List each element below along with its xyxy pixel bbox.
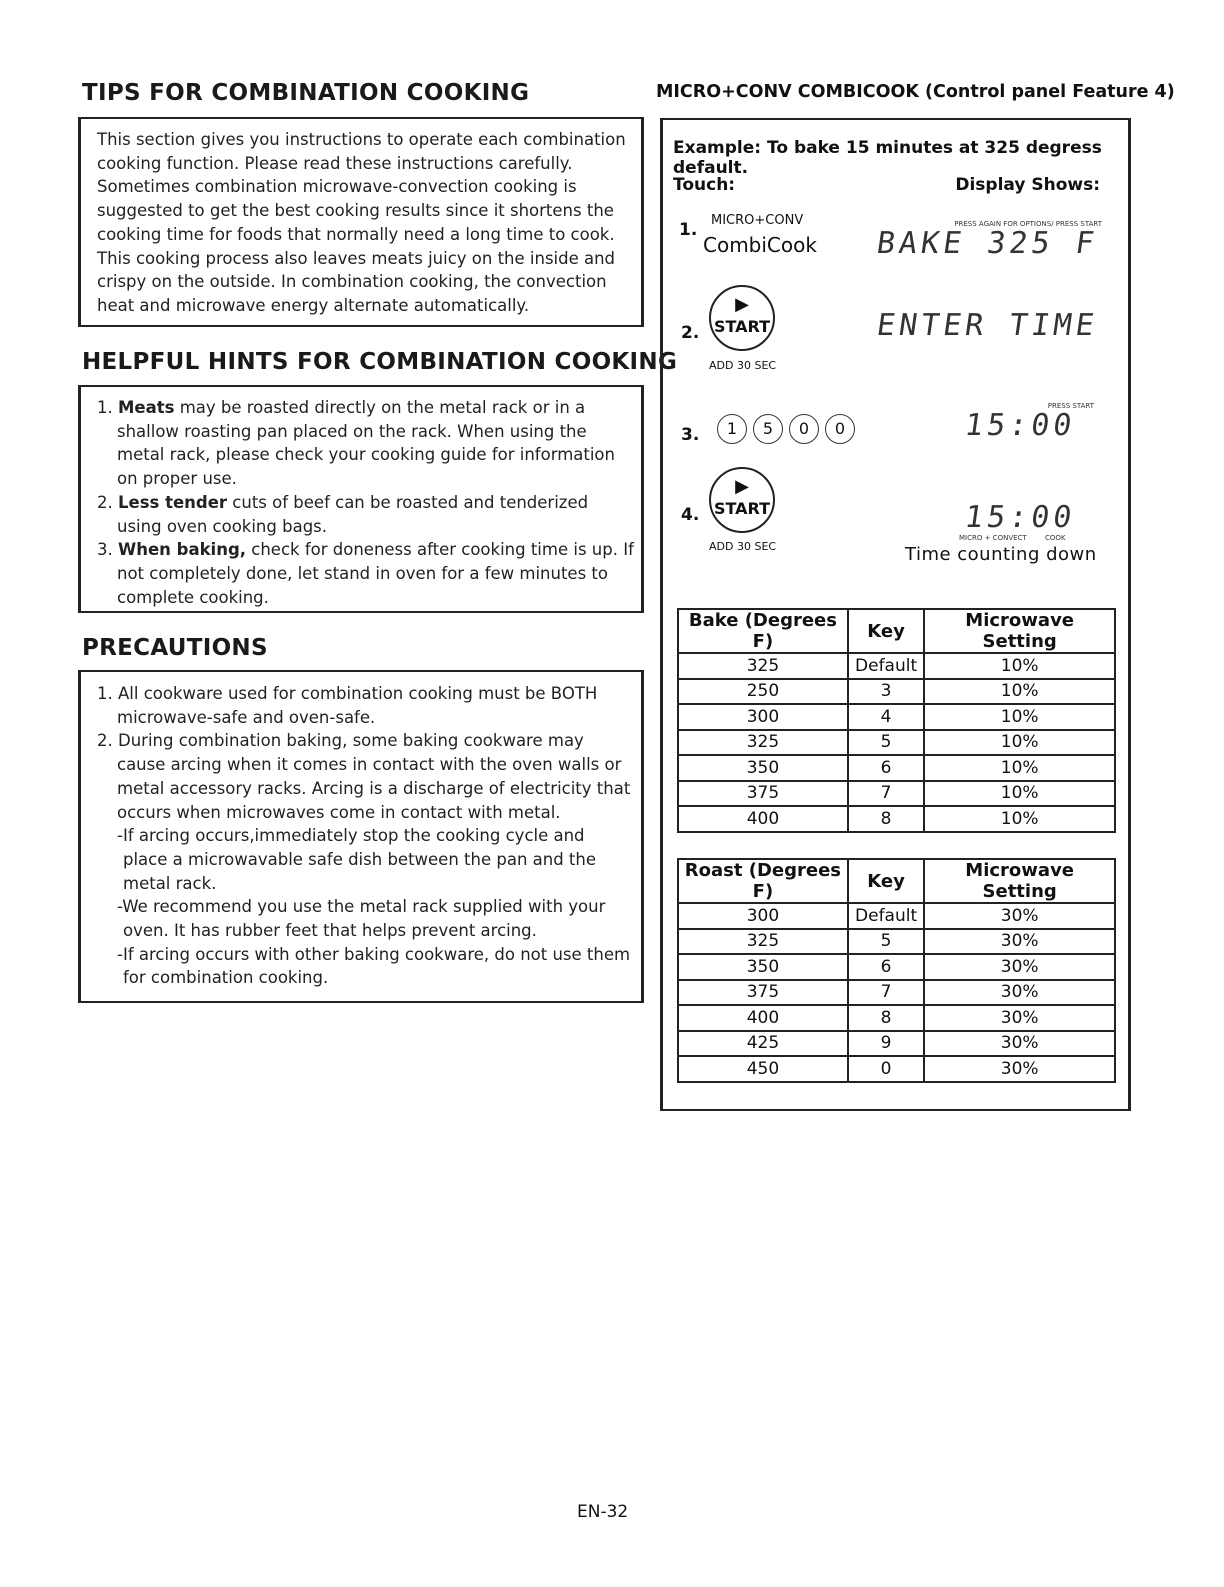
table-cell: 10% bbox=[924, 730, 1115, 756]
add-30-sec-label: ADD 30 SEC bbox=[709, 540, 777, 553]
add-30-sec-label: ADD 30 SEC bbox=[709, 359, 777, 372]
table-cell: 375 bbox=[678, 781, 848, 807]
item-number: 3. bbox=[97, 540, 113, 560]
play-icon: ▶ bbox=[735, 476, 749, 497]
hints-box bbox=[78, 385, 644, 613]
table-cell: 6 bbox=[848, 954, 924, 980]
digit-key-0[interactable]: 0 bbox=[825, 414, 855, 444]
precaution-item bbox=[81, 682, 631, 729]
column-header: Bake (Degrees F) bbox=[678, 609, 848, 653]
table-cell: 400 bbox=[678, 1005, 848, 1031]
table-row bbox=[678, 980, 1115, 1006]
column-header: Key bbox=[848, 609, 924, 653]
precaution-subitem: -If arcing occurs with other baking cookware, do not use them for combination cooking. bbox=[117, 944, 631, 988]
combi-title: MICRO+CONV COMBICOOK (Control panel Feature 4) bbox=[656, 82, 1175, 102]
lcd-display: ENTER TIME bbox=[874, 308, 1101, 343]
table-row bbox=[678, 903, 1115, 929]
table-row bbox=[678, 806, 1115, 832]
table-cell: 300 bbox=[678, 903, 848, 929]
tips-line: This section gives you instructions to operate each combination bbox=[97, 130, 626, 149]
bake-table bbox=[677, 608, 1116, 833]
hint-text: may be roasted directly on the metal rack or in a shallow roasting pan placed on the rack. When using the metal rack, please check your cooking guide for information on proper use. bbox=[117, 398, 615, 489]
key-small-label: MICRO+CONV bbox=[711, 213, 804, 228]
tips-line: suggested to get the best cooking results since it shortens the bbox=[97, 201, 614, 221]
table-row bbox=[678, 1005, 1115, 1031]
table-cell: 10% bbox=[924, 704, 1115, 730]
table-row bbox=[678, 755, 1115, 781]
table-cell: 30% bbox=[924, 954, 1115, 980]
start-button[interactable] bbox=[709, 467, 775, 533]
digit-key-1[interactable]: 1 bbox=[717, 414, 747, 444]
hint-keyword: When baking, bbox=[118, 540, 247, 560]
column-header: Roast (Degrees F) bbox=[678, 859, 848, 903]
touch-label: Touch: bbox=[673, 175, 736, 195]
item-number: 2. bbox=[97, 731, 113, 751]
precautions-box bbox=[78, 670, 644, 1003]
precaution-item bbox=[81, 729, 631, 824]
table-row bbox=[678, 954, 1115, 980]
header-row bbox=[678, 609, 1115, 653]
table-cell: 350 bbox=[678, 954, 848, 980]
table-cell: 7 bbox=[848, 781, 924, 807]
digit-key-5[interactable]: 5 bbox=[753, 414, 783, 444]
table-cell: 10% bbox=[924, 806, 1115, 832]
example-text: Example: To bake 15 minutes at 325 degress default. bbox=[673, 138, 1102, 178]
precaution-text: During combination baking, some baking cookware may cause arcing when it comes in contact with the oven walls or metal accessory racks. Arcing is a discharge of electricity that occurs when microwaves come in contact with metal. bbox=[117, 731, 631, 822]
table-cell: 10% bbox=[924, 781, 1115, 807]
table-row bbox=[678, 730, 1115, 756]
tips-line: cooking time for foods that normally need a long time to cook. bbox=[97, 224, 615, 244]
display-shows-label: Display Shows: bbox=[955, 175, 1100, 195]
table-cell: 325 bbox=[678, 653, 848, 679]
header-row bbox=[678, 859, 1115, 903]
item-number: 1. bbox=[97, 684, 113, 703]
digit-key-0[interactable]: 0 bbox=[789, 414, 819, 444]
step-number: 4. bbox=[681, 505, 700, 525]
hint-keyword: Meats bbox=[118, 398, 175, 417]
table-cell: 30% bbox=[924, 1005, 1115, 1031]
page-number: EN-32 bbox=[577, 1502, 629, 1522]
table-cell: 30% bbox=[924, 980, 1115, 1006]
display-caption: Time counting down bbox=[905, 544, 1097, 565]
hint-text: cuts of beef can be roasted and tenderized using oven cooking bags. bbox=[117, 492, 589, 536]
hint-text: check for doneness after cooking time is up. If not completely done, let stand in oven for a few minutes to complete cooking. bbox=[117, 540, 634, 607]
table-cell: 350 bbox=[678, 755, 848, 781]
combicook-key[interactable]: CombiCook bbox=[703, 233, 817, 257]
lcd-display: 15:00 bbox=[962, 408, 1078, 443]
start-button[interactable] bbox=[709, 285, 775, 351]
hint-keyword: Less tender bbox=[118, 492, 228, 512]
table-cell: 6 bbox=[848, 755, 924, 781]
table-cell: 10% bbox=[924, 653, 1115, 679]
table-cell: 5 bbox=[848, 730, 924, 756]
roast-table bbox=[677, 858, 1116, 1083]
table-cell: 8 bbox=[848, 806, 924, 832]
tips-line: This cooking process also leaves meats juicy on the inside and bbox=[97, 248, 616, 268]
table-row bbox=[678, 781, 1115, 807]
digit-keys bbox=[717, 414, 861, 444]
precautions-title: PRECAUTIONS bbox=[82, 635, 268, 661]
table-cell: 7 bbox=[848, 980, 924, 1006]
tips-line: heat and microwave energy alternate automatically. bbox=[97, 295, 530, 315]
start-label: START bbox=[713, 317, 771, 336]
start-label: START bbox=[713, 499, 771, 518]
table-cell: 425 bbox=[678, 1031, 848, 1057]
hint-item bbox=[81, 396, 635, 491]
table-cell: 30% bbox=[924, 903, 1115, 929]
step-number: 1. bbox=[679, 220, 698, 240]
display-note: PRESS START bbox=[1047, 402, 1094, 410]
hint-item bbox=[81, 491, 635, 538]
item-number: 1. bbox=[97, 398, 113, 417]
display-note: PRESS AGAIN FOR OPTIONS/ PRESS START bbox=[954, 220, 1102, 228]
table-cell: 325 bbox=[678, 929, 848, 955]
table-row bbox=[678, 1056, 1115, 1082]
step-number: 2. bbox=[681, 323, 700, 343]
table-cell: 8 bbox=[848, 1005, 924, 1031]
table-cell: 10% bbox=[924, 755, 1115, 781]
table-cell: 450 bbox=[678, 1056, 848, 1082]
tips-title: TIPS FOR COMBINATION COOKING bbox=[82, 80, 530, 106]
table-cell: 300 bbox=[678, 704, 848, 730]
lcd-display: 15:00 bbox=[962, 500, 1078, 535]
table-cell: 5 bbox=[848, 929, 924, 955]
table-cell: 30% bbox=[924, 1056, 1115, 1082]
column-header: Microwave Setting bbox=[924, 609, 1115, 653]
table-cell: 10% bbox=[924, 679, 1115, 705]
table-cell: 3 bbox=[848, 679, 924, 705]
table-cell: Default bbox=[848, 653, 924, 679]
table-row bbox=[678, 929, 1115, 955]
precaution-subitem: -We recommend you use the metal rack supplied with your oven. It has rubber feet that helps prevent arcing. bbox=[117, 897, 606, 941]
table-cell: 4 bbox=[848, 704, 924, 730]
tips-line: Sometimes combination microwave-convection cooking is bbox=[97, 177, 577, 197]
table-cell: Default bbox=[848, 903, 924, 929]
table-cell: 325 bbox=[678, 730, 848, 756]
table-cell: 30% bbox=[924, 1031, 1115, 1057]
table-cell: 9 bbox=[848, 1031, 924, 1057]
table-row bbox=[678, 704, 1115, 730]
lcd-display: BAKE 325 F bbox=[874, 226, 1101, 261]
table-cell: 30% bbox=[924, 929, 1115, 955]
indicator-cook: COOK bbox=[1045, 534, 1066, 542]
hint-item bbox=[81, 538, 635, 609]
precaution-text: All cookware used for combination cooking must be BOTH microwave-safe and oven-safe. bbox=[117, 684, 598, 727]
table-cell: 250 bbox=[678, 679, 848, 705]
table-cell: 375 bbox=[678, 980, 848, 1006]
table-cell: 400 bbox=[678, 806, 848, 832]
play-icon: ▶ bbox=[735, 294, 749, 315]
table-row bbox=[678, 679, 1115, 705]
tips-box bbox=[78, 117, 644, 327]
precaution-subitem: -If arcing occurs,immediately stop the cooking cycle and place a microwavable safe dish between the pan and the metal rack. bbox=[117, 826, 597, 893]
step-number: 3. bbox=[681, 425, 700, 445]
table-row bbox=[678, 653, 1115, 679]
tips-line: cooking function. Please read these instructions carefully. bbox=[97, 153, 573, 173]
tips-line: crispy on the outside. In combination cooking, the convection bbox=[97, 272, 607, 292]
item-number: 2. bbox=[97, 492, 113, 512]
table-cell: 0 bbox=[848, 1056, 924, 1082]
table-row bbox=[678, 1031, 1115, 1057]
column-header: Key bbox=[848, 859, 924, 903]
column-header: Microwave Setting bbox=[924, 859, 1115, 903]
indicator-micro-convect: MICRO + CONVECT bbox=[959, 534, 1027, 542]
hints-title: HELPFUL HINTS FOR COMBINATION COOKING bbox=[82, 349, 678, 375]
